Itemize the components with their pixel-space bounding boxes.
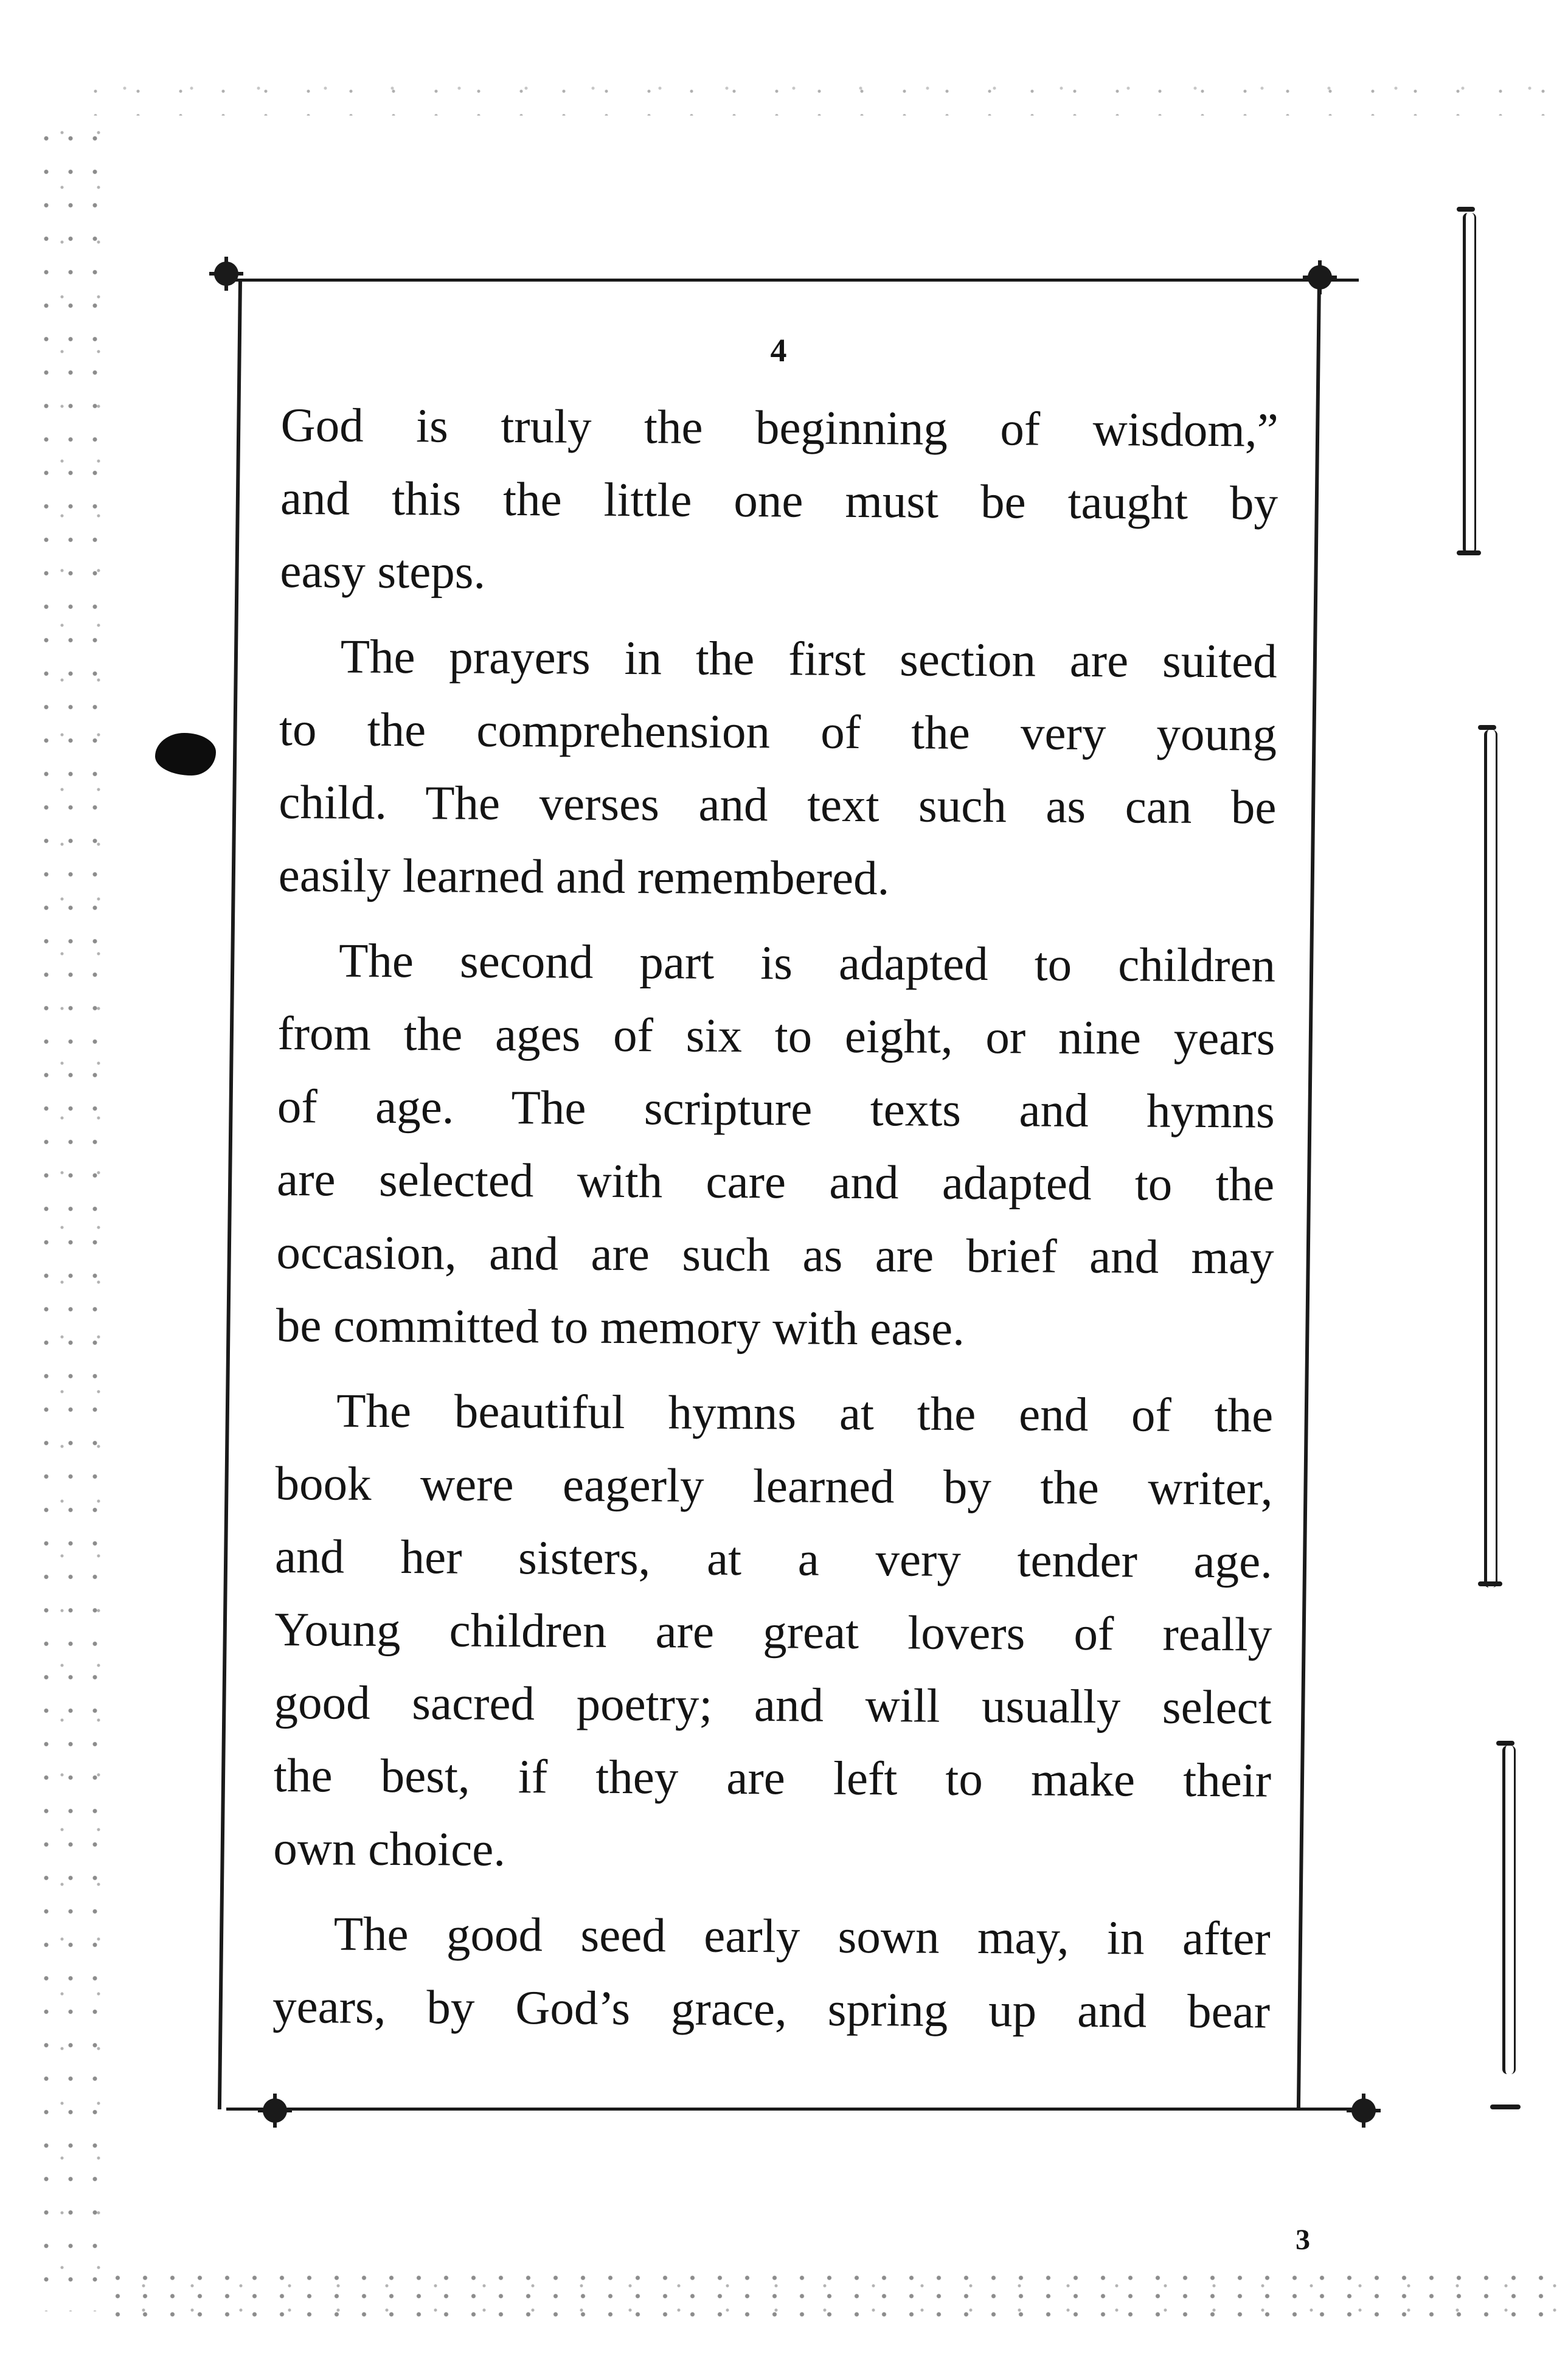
paragraph-3 xyxy=(276,925,1276,1368)
scan-noise-left xyxy=(36,122,109,2311)
margin-bracket-bottom-cap xyxy=(1496,1741,1514,1746)
margin-bracket-top-cap xyxy=(1457,207,1475,212)
corner-ornament-top-right xyxy=(1308,265,1332,290)
text-line: occasion, and are such as are brief and may xyxy=(276,1226,1274,1285)
text-line: The prayers in the first section are suited xyxy=(340,630,1277,689)
paragraph-5 xyxy=(272,1898,1271,2049)
text-line: The second part is adapted to children xyxy=(338,934,1276,993)
margin-bracket-middle xyxy=(1484,730,1497,1588)
ink-blot xyxy=(155,733,216,776)
margin-bracket-top-foot xyxy=(1457,550,1481,555)
text-line: good sacred poetry; and will usually select xyxy=(274,1676,1272,1735)
text-line: and this the little one must be taught by xyxy=(280,471,1278,530)
text-line: are selected with care and adapted to the xyxy=(276,1153,1275,1212)
margin-bracket-top xyxy=(1463,213,1476,553)
text-line: Young children are great lovers of really xyxy=(274,1603,1272,1662)
scan-noise-bottom xyxy=(109,2269,1557,2317)
text-line: easily learned and remembered. xyxy=(278,848,890,906)
text-line: easy steps. xyxy=(280,544,486,599)
text-body xyxy=(272,389,1278,2061)
text-line: child. The verses and text such as can be xyxy=(279,776,1277,835)
corner-ornament-bottom-right xyxy=(1351,2098,1376,2123)
scan-noise-top xyxy=(91,79,1563,116)
text-line: The beautiful hymns at the end of the xyxy=(336,1384,1274,1443)
margin-bracket-bottom-foot xyxy=(1490,2105,1521,2109)
corner-ornament-bottom-left xyxy=(263,2098,287,2123)
margin-bracket-middle-foot xyxy=(1478,1581,1502,1586)
paragraph-4 xyxy=(273,1375,1273,1891)
text-line: own choice. xyxy=(273,1822,506,1876)
footer-mark: 3 xyxy=(1296,2224,1310,2256)
margin-bracket-middle-cap xyxy=(1478,725,1496,730)
text-line: to the comprehension of the very young xyxy=(279,703,1277,762)
text-line: years, by God’s grace, spring up and bear xyxy=(272,1980,1271,2039)
text-line: the best, if they are left to make their xyxy=(273,1749,1272,1808)
page-number: 4 xyxy=(770,332,787,369)
text-line: book were eagerly learned by the writer, xyxy=(275,1457,1273,1516)
text-line: be committed to memory with ease. xyxy=(276,1299,965,1356)
text-line: God is truly the beginning of wisdom,” xyxy=(280,398,1278,457)
margin-bracket-bottom xyxy=(1502,1746,1516,2074)
text-line: of age. The scripture texts and hymns xyxy=(277,1080,1275,1139)
text-line: from the ages of six to eight, or nine years xyxy=(277,1007,1275,1066)
text-line: and her sisters, at a very tender age. xyxy=(274,1530,1273,1589)
paragraph-2 xyxy=(278,620,1277,918)
paragraph-1 xyxy=(280,389,1278,614)
text-line: The good seed early sown may, in after xyxy=(333,1907,1271,1966)
corner-ornament-top-left xyxy=(214,262,238,286)
